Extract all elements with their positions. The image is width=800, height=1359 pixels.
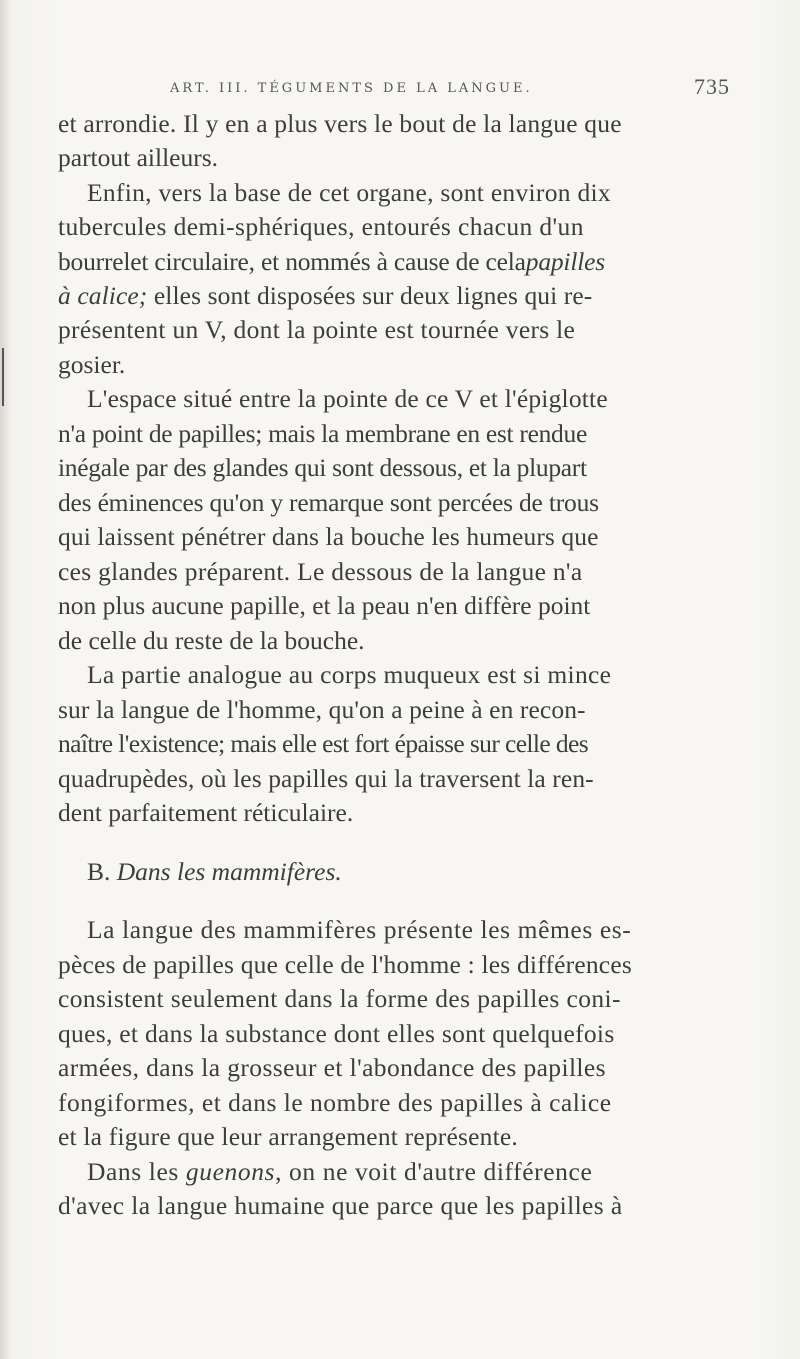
- text-line: L'espace situé entre la pointe de ce V et l'épiglotte: [87, 384, 608, 413]
- text-line: sur la langue de l'homme, qu'on a peine à en recon-: [58, 695, 586, 724]
- text-line: pèces de papilles que celle de l'homme : les différences: [58, 950, 632, 979]
- text-line: tubercules demi-sphériques, entourés chacun d'un: [58, 212, 584, 241]
- text-line: et la figure que leur arrangement représente.: [58, 1122, 518, 1151]
- section-heading: B. Dans les mammifères.: [87, 857, 342, 886]
- running-head: ART. III. TÉGUMENTS DE LA LANGUE.: [170, 81, 533, 96]
- page-number: 735: [694, 74, 730, 99]
- text-line: quadrupèdes, où les papilles qui la traversent la ren-: [58, 764, 594, 793]
- text-line: non plus aucune papille, et la peau n'en diffère point: [58, 591, 591, 620]
- text-line: consistent seulement dans la forme des papilles coni-: [58, 984, 621, 1013]
- text-line: d'avec la langue humaine que parce que les papilles à: [58, 1191, 623, 1220]
- text-line: La langue des mammifères présente les mêmes es-: [87, 915, 632, 944]
- text-line: inégale par des glandes qui sont dessous, et la plupart: [58, 453, 587, 482]
- text-line: n'a point de papilles; mais la membrane en est rendue: [58, 419, 587, 448]
- text-line: gosier.: [58, 350, 126, 379]
- text-line: partout ailleurs.: [58, 143, 219, 172]
- text-line: et arrondie. Il y en a plus vers le bout de la langue que: [58, 109, 622, 138]
- text-line: ces glandes préparent. Le dessous de la langue n'a: [58, 557, 583, 586]
- text-line: naître l'existence; mais elle est fort épaisse sur celle des: [58, 729, 589, 758]
- text-line: fongiformes, et dans le nombre des papilles à calice: [58, 1088, 612, 1117]
- text-line: La partie analogue au corps muqueux est si mince: [87, 660, 612, 689]
- text-line: Enfin, vers la base de cet organe, sont environ dix: [87, 178, 611, 207]
- text-line: présentent un V, dont la pointe est tournée vers le: [58, 315, 576, 344]
- text-line: de celle du reste de la bouche.: [58, 626, 365, 655]
- text-line: qui laissent pénétrer dans la bouche les humeurs que: [58, 522, 599, 551]
- text-line: Dans les guenons, on ne voit d'autre différence: [87, 1157, 593, 1186]
- text-line: bourrelet circulaire, et nommés à cause de celapapilles: [58, 247, 605, 276]
- text-line: des éminences qu'on y remarque sont percées de trous: [58, 488, 599, 517]
- text-line: ques, et dans la substance dont elles sont quelquefois: [58, 1019, 615, 1048]
- text-line: à calice; elles sont disposées sur deux lignes qui re-: [58, 281, 593, 310]
- text-line: dent parfaitement réticulaire.: [58, 798, 354, 827]
- text-line: armées, dans la grosseur et l'abondance des papilles: [58, 1053, 606, 1082]
